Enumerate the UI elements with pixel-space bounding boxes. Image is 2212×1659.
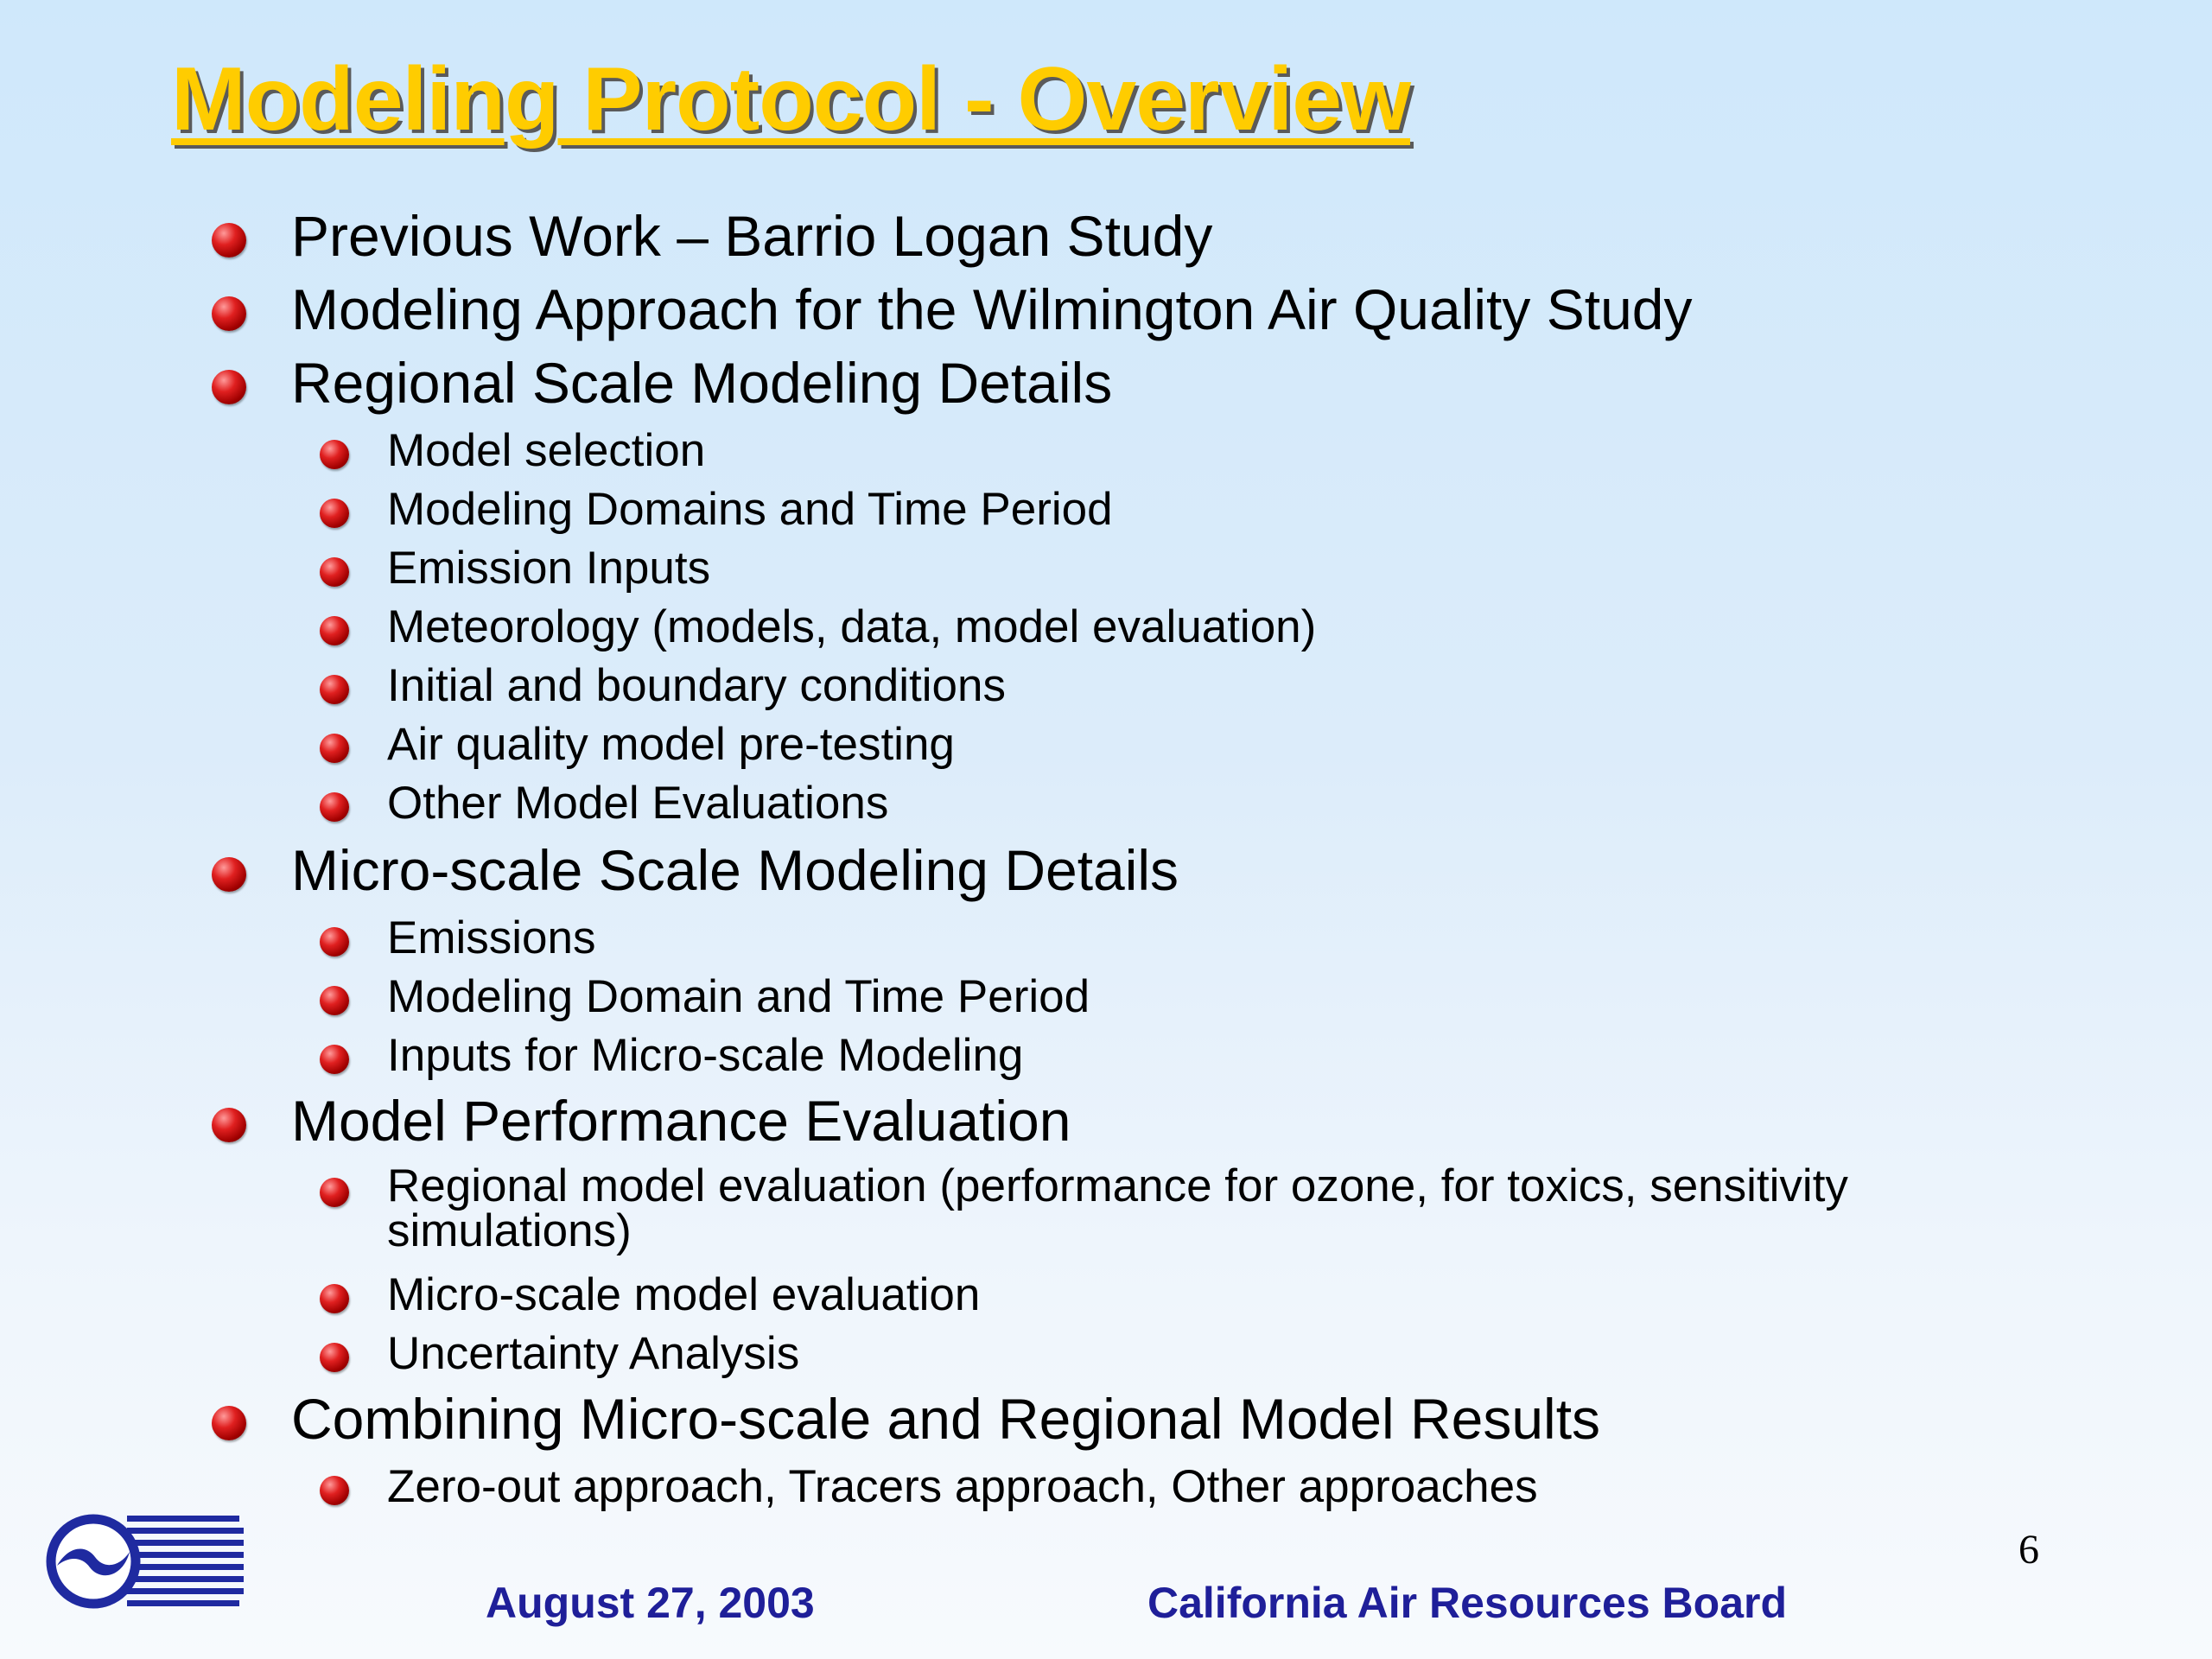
- red-ball-bullet-icon: [320, 1343, 349, 1372]
- bullet-text: Modeling Domains and Time Period: [387, 484, 1113, 535]
- bullet-text: Previous Work – Barrio Logan Study: [291, 204, 1213, 268]
- red-ball-bullet-icon: [212, 857, 246, 892]
- bullet-text: Uncertainty Analysis: [387, 1328, 800, 1379]
- carb-logo-icon: [45, 1512, 244, 1611]
- red-ball-bullet-icon: [320, 1045, 349, 1074]
- red-ball-bullet-icon: [320, 616, 349, 645]
- red-ball-bullet-icon: [320, 499, 349, 528]
- red-ball-bullet-icon: [320, 1178, 349, 1207]
- page-number: 6: [2018, 1527, 2039, 1573]
- bullet-text: Modeling Approach for the Wilmington Air Quality Study: [291, 277, 1693, 341]
- bullet-text: Regional model evaluation (performance for ozone, for toxics, sensitivity simulations): [387, 1160, 1848, 1256]
- red-ball-bullet-icon: [320, 792, 349, 822]
- red-ball-bullet-icon: [212, 296, 246, 331]
- bullet-text: Initial and boundary conditions: [387, 660, 1006, 711]
- bullet-text: Model Performance Evaluation: [291, 1089, 1071, 1153]
- bullet-text: Other Model Evaluations: [387, 778, 889, 829]
- red-ball-bullet-icon: [212, 1108, 246, 1142]
- bullet-text: Air quality model pre-testing: [387, 719, 955, 770]
- bullet-text: Meteorology (models, data, model evaluation): [387, 601, 1317, 652]
- slide-title: Modeling Protocol - Overview: [171, 49, 1410, 149]
- footer-date: August 27, 2003: [486, 1579, 815, 1627]
- red-ball-bullet-icon: [212, 1406, 246, 1440]
- red-ball-bullet-icon: [320, 1476, 349, 1505]
- bullet-text: Combining Micro-scale and Regional Model Results: [291, 1387, 1601, 1451]
- red-ball-bullet-icon: [320, 440, 349, 469]
- red-ball-bullet-icon: [320, 927, 349, 957]
- bullet-text: Regional Scale Modeling Details: [291, 351, 1113, 415]
- bullet-text: Modeling Domain and Time Period: [387, 971, 1090, 1022]
- bullet-text: Zero-out approach, Tracers approach, Other approaches: [387, 1461, 1538, 1512]
- red-ball-bullet-icon: [320, 1284, 349, 1313]
- footer-organization: California Air Resources Board: [1147, 1579, 1788, 1627]
- red-ball-bullet-icon: [320, 986, 349, 1015]
- bullet-text: Micro-scale model evaluation: [387, 1269, 981, 1320]
- red-ball-bullet-icon: [320, 557, 349, 587]
- red-ball-bullet-icon: [212, 370, 246, 404]
- bullet-text: Emissions: [387, 912, 596, 963]
- bullet-text: Model selection: [387, 425, 706, 476]
- red-ball-bullet-icon: [212, 223, 246, 257]
- bullet-text: Inputs for Micro-scale Modeling: [387, 1030, 1024, 1081]
- red-ball-bullet-icon: [320, 734, 349, 763]
- red-ball-bullet-icon: [320, 675, 349, 704]
- bullet-text: Micro-scale Scale Modeling Details: [291, 838, 1179, 902]
- bullet-text: Emission Inputs: [387, 543, 711, 594]
